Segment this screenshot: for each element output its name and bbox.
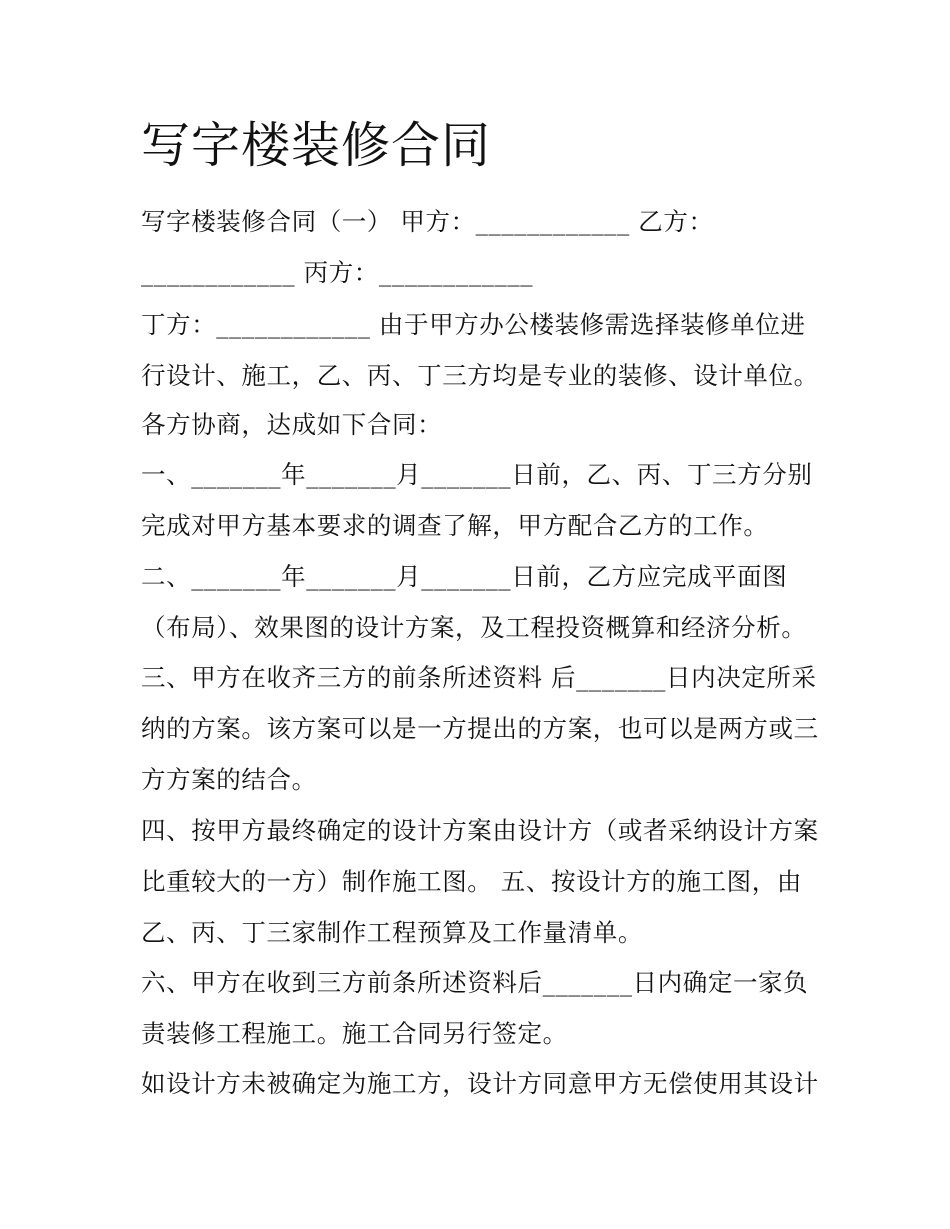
body-line: 各方协商，达成如下合同： [141, 410, 443, 439]
body-line: 丁方：____________ 由于甲方办公楼装修需选择装修单位进 [141, 310, 806, 339]
body-line: 责装修工程施工。施工合同另行签定。 [141, 1019, 568, 1048]
document-title: 写字楼装修合同 [141, 117, 492, 174]
body-line: ____________ 丙方：____________ [141, 258, 534, 287]
body-line: 比重较大的一方）制作施工图。 五、按设计方的施工图，由 [141, 867, 802, 896]
body-line: 一、_______年_______月_______日前，乙、丙、丁三方分别 [141, 460, 813, 489]
body-line: 写字楼装修合同（一） 甲方：____________ 乙方： [141, 207, 714, 236]
body-line: 乙、丙、丁三家制作工程预算及工作量清单。 [141, 918, 643, 947]
body-line: 四、按甲方最终确定的设计方案由设计方（或者采纳设计方案 [141, 816, 819, 845]
body-line: 六、甲方在收到三方前条所述资料后_______日内确定一家负 [141, 968, 809, 997]
body-line: 如设计方未被确定为施工方，设计方同意甲方无偿使用其设计 [141, 1069, 819, 1098]
body-line: 方方案的结合。 [141, 765, 317, 794]
body-line: （布局）、效果图的设计方案，及工程投资概算和经济分析。 [141, 613, 807, 642]
body-line: 三、甲方在收齐三方的前条所述资料 后_______日内决定所采 [141, 663, 817, 692]
body-line: 二、_______年_______月_______日前，乙方应完成平面图 [141, 562, 788, 591]
body-line: 行设计、施工，乙、丙、丁三方均是专业的装修、设计单位。 [141, 361, 819, 390]
body-line: 完成对甲方基本要求的调查了解，甲方配合乙方的工作。 [141, 511, 769, 540]
body-line: 纳的方案。该方案可以是一方提出的方案，也可以是两方或三 [141, 714, 819, 743]
